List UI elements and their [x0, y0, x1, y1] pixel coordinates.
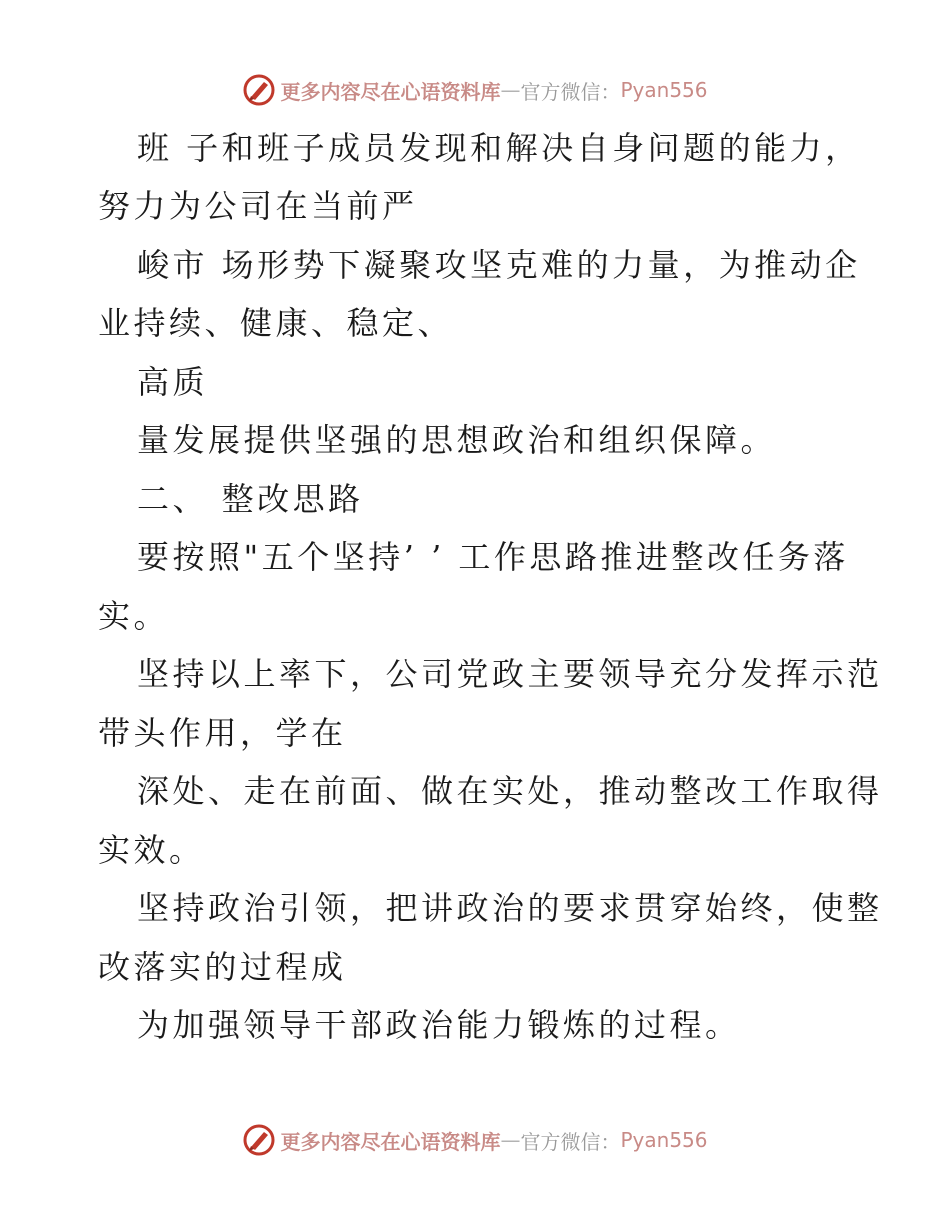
text-line: 坚持政治引领，把讲政治的要求贯穿始终，使整: [137, 889, 883, 927]
text-line: 努力为公司在当前严: [98, 187, 418, 225]
section-heading: 二、 整改思路: [137, 480, 364, 518]
banner-wechat-label: 官方微信：: [520, 1129, 621, 1154]
text-line: 高质: [137, 363, 209, 401]
text-line: 为加强领导干部政治能力锻炼的过程。: [137, 1006, 741, 1044]
logo-icon: [242, 1123, 276, 1157]
text-line: 班 子和班子成员发现和解决自身问题的能力，: [137, 129, 861, 167]
footer-banner: [0, 1120, 950, 1160]
text-line: 坚持以上率下，公司党政主要领导充分发挥示范: [137, 655, 883, 693]
text-line: 实。: [98, 597, 170, 635]
banner-wechat-label: 官方微信：: [520, 79, 621, 104]
text-line: 要按照"五个坚持’ ’ 工作思路推进整改任务落: [137, 538, 849, 576]
text-line: 业持续、健康、稳定、: [98, 304, 454, 342]
text-line: 实效。: [98, 831, 205, 869]
banner-dash: —: [500, 1128, 521, 1152]
banner-wechat-id: Pyan556: [620, 1128, 708, 1152]
text-line: 深处、走在前面、做在实处，推动整改工作取得: [137, 772, 883, 810]
logo-icon: [242, 73, 276, 107]
text-line: 峻市 场形势下凝聚攻坚克难的力量，为推动企: [137, 246, 861, 284]
text-line: 带头作用，学在: [98, 714, 347, 752]
text-line: 量发展提供坚强的思想政治和组织保障。: [137, 421, 777, 459]
header-banner: [0, 70, 950, 110]
text-line: 改落实的过程成: [98, 948, 347, 986]
banner-main-text: 更多内容尽在心语资料库: [280, 1129, 501, 1154]
banner-wechat-id: Pyan556: [620, 78, 708, 102]
banner-main-text: 更多内容尽在心语资料库: [280, 79, 501, 104]
banner-dash: —: [500, 78, 521, 102]
